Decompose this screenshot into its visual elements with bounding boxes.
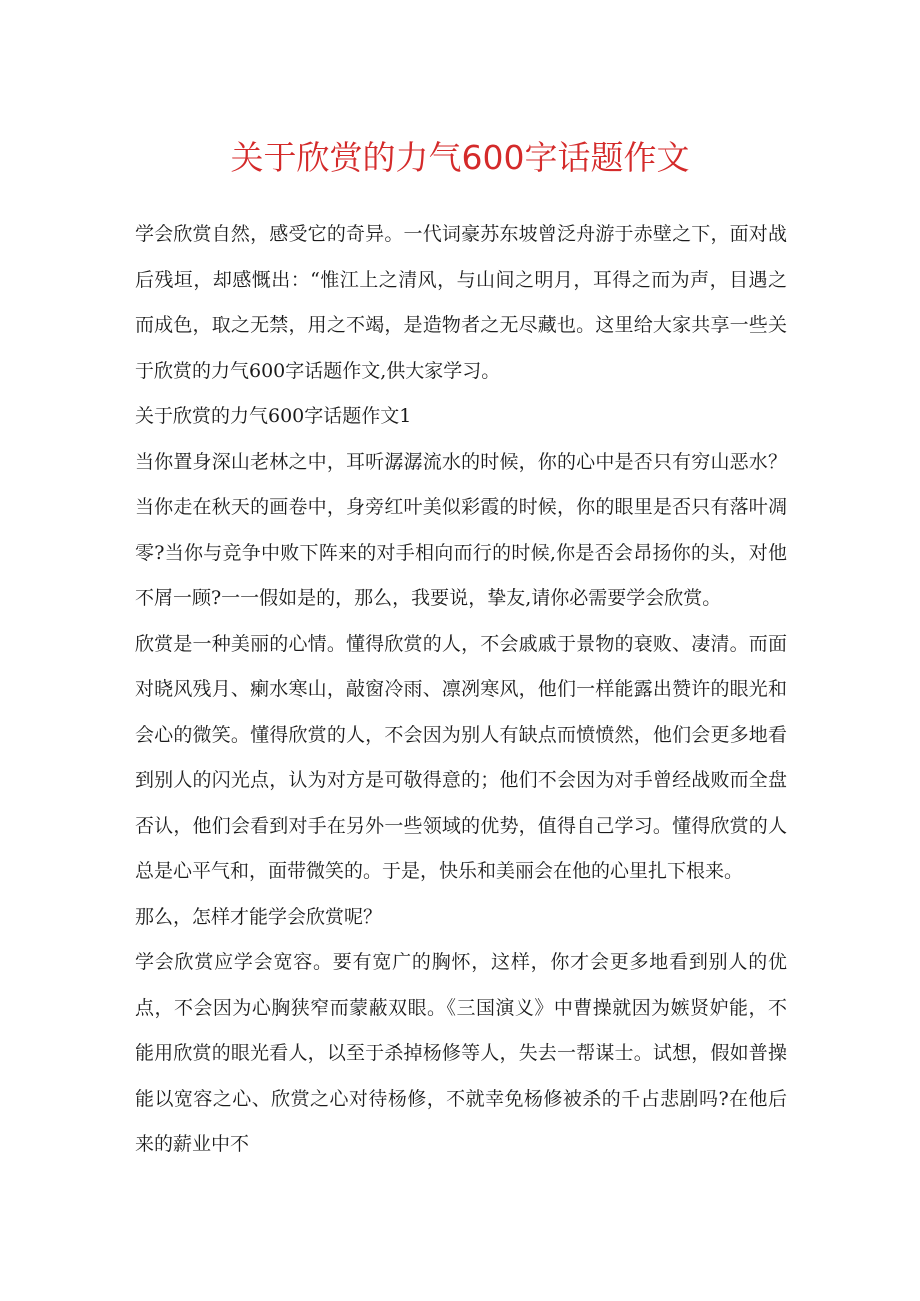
paragraph-intro: 学会欣赏自然，感受它的奇异。一代词豪苏东坡曾泛舟游于赤壁之下，面对战后残垣，却感慨出：“惟江上之清风，与山间之明月，耳得之而为声，目遇之而成色，取之无禁，用之不竭，是造物者之无尽藏也。这里给大家共享一些关于欣赏的力气600字话题作文,供大家学习。 bbox=[135, 223, 787, 382]
paragraph: 当你置身深山老林之中，耳听潺潺流水的时候，你的心中是否只有穷山恶水？当你走在秋天的画卷中，身旁红叶美似彩霞的时候，你的眼里是否只有落叶凋零?当你与竞争中败下阵来的对手相向而行的时候,你是否会昂扬你的头，对他不屑一顾?一一假如是的，那么，我要说，挚友,请你必需要学会欣赏。 bbox=[135, 450, 787, 609]
paragraph: 学会欣赏应学会宽容。要有宽广的胸怀，这样，你才会更多地看到别人的优点，不会因为心胸狭窄而蒙蔽双眼。《三国演义》中曹操就因为嫉贤妒能，不能用欣赏的眼光看人，以至于杀掉杨修等人，失去一帮谋士。试想，假如普操能以宽容之心、欣赏之心对待杨修，不就幸免杨修被杀的千占悲剧吗?在他后来的薪业中不 bbox=[135, 951, 787, 1155]
document-title: 关于欣赏的力气600字话题作文 bbox=[230, 138, 690, 177]
paragraph-question: 那么，怎样才能学会欣赏呢？ bbox=[135, 905, 383, 928]
paragraph: 欣赏是一种美丽的心情。懂得欣赏的人，不会戚戚于景物的衰败、凄清。而面对晓风残月、瘌水寒山，敲窗冷雨、凛冽寒风，他们一样能露出赞许的眼光和会心的微笑。懂得欣赏的人，不会因为别人有缺点而愤愤然，他们会更多地看到别人的闪光点，认为对方是可敬得意的；他们不会因为对手曾经战败而全盘否认，他们会看到对手在另外一些领域的优势，值得自己学习。懂得欣赏的人总是心平气和，面带微笑的。于是，快乐和美丽会在他的心里扎下根来。 bbox=[135, 632, 787, 882]
document-body bbox=[135, 212, 787, 1168]
section-heading: 关于欣赏的力气600字话题作文1 bbox=[135, 405, 412, 427]
